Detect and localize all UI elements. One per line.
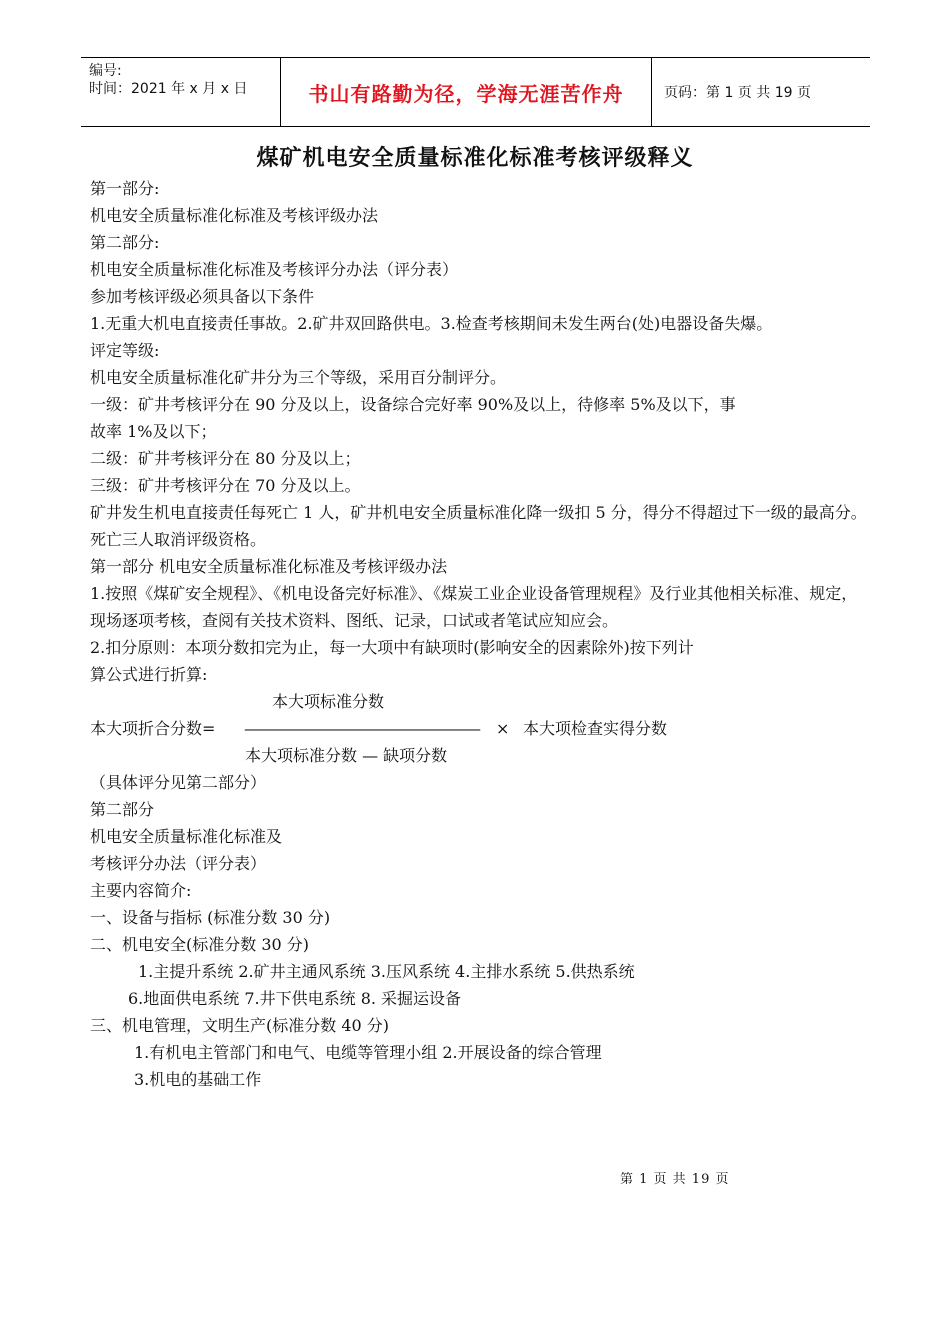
formula-denominator: 本大项标准分数 — 缺项分数 [245, 746, 448, 765]
list-item: 3.机电的基础工作 [134, 1070, 262, 1089]
paragraph: 机电安全质量标准化矿井分为三个等级，采用百分制评分。 [90, 368, 507, 387]
list-item: 三、机电管理，文明生产(标准分数 40 分) [90, 1016, 390, 1035]
list-item: 1.有机电主管部门和电气、电缆等管理小组 2.开展设备的综合管理 [134, 1043, 602, 1062]
paragraph: 一级：矿井考核评分在 90 分及以上，设备综合完好率 90%及以上，待修率 5%及以下，事 [90, 395, 736, 414]
document-title: 煤矿机电安全质量标准化标准考核评级释义 [256, 146, 694, 171]
paragraph: 矿井发生机电直接责任每死亡 1 人，矿井机电安全质量标准化降一级扣 5 分，得分不得超过下一级的最高分。死亡三人取消评级资格。 [90, 503, 867, 549]
list-item: 6.地面供电系统 7.井下供电系统 8. 采掘运设备 [128, 989, 462, 1008]
paragraph: 第二部分: [90, 233, 160, 252]
paragraph: 第一部分: [90, 179, 160, 198]
formula-times: × [496, 719, 510, 738]
page-indicator: 页码：第 1 页 共 19 页 [664, 85, 811, 101]
paragraph: 主要内容简介: [90, 881, 192, 900]
formula-bar: —————————————————— [244, 719, 478, 738]
paragraph: 算公式进行折算: [90, 665, 208, 684]
paragraph: 考核评分办法（评分表） [90, 854, 267, 873]
formula-numerator: 本大项标准分数 [272, 692, 385, 711]
paragraph: （具体评分见第二部分） [90, 773, 267, 792]
list-item: 1.主提升系统 2.矿井主通风系统 3.压风系统 4.主排水系统 5.供热系统 [138, 962, 635, 981]
list-item: 一、设备与指标 (标准分数 30 分) [90, 908, 331, 927]
paragraph: 机电安全质量标准化标准及 [90, 827, 283, 846]
formula-rhs: 本大项检查实得分数 [523, 719, 668, 738]
header-meta [81, 58, 280, 126]
paragraph: 第二部分 [90, 800, 155, 819]
paragraph: 评定等级: [90, 341, 160, 360]
document-body [90, 175, 870, 1093]
paragraph: 故率 1%及以下； [90, 422, 217, 441]
paragraph: 参加考核评级必须具备以下条件 [90, 287, 315, 306]
formula-lhs: 本大项折合分数= [90, 719, 216, 738]
paragraph: 1.按照《煤矿安全规程》、《机电设备完好标准》、《煤炭工业企业设备管理规程》及行业其他相关标准、规定，现场逐项考核，查阅有关技术资料、图纸、记录，口试或者笔试应知应会。 [90, 584, 858, 630]
time-label: 时间：2021 年 x 月 x 日 [89, 81, 248, 97]
paragraph: 2.扣分原则：本项分数扣完为止，每一大项中有缺项时(影响安全的因素除外)按下列计 [90, 638, 694, 657]
paragraph: 1.无重大机电直接责任事故。2.矿井双回路供电。3.检查考核期间未发生两台(处)电器设备失爆。 [90, 314, 773, 333]
paragraph: 三级：矿井考核评分在 70 分及以上。 [90, 476, 361, 495]
formula [90, 688, 870, 769]
page-header [81, 57, 870, 127]
motto: 书山有路勤为径，学海无涯苦作舟 [280, 58, 652, 126]
list-item: 二、机电安全(标准分数 30 分) [90, 935, 310, 954]
paragraph: 机电安全质量标准化标准及考核评级办法 [90, 206, 379, 225]
paragraph: 机电安全质量标准化标准及考核评分办法（评分表） [90, 260, 459, 279]
paragraph: 二级：矿井考核评分在 80 分及以上； [90, 449, 361, 468]
page-footer: 第 1 页 共 19 页 [620, 1172, 730, 1187]
section-heading: 第一部分 机电安全质量标准化标准及考核评级办法 [90, 557, 448, 576]
number-label: 编号: [89, 63, 122, 79]
